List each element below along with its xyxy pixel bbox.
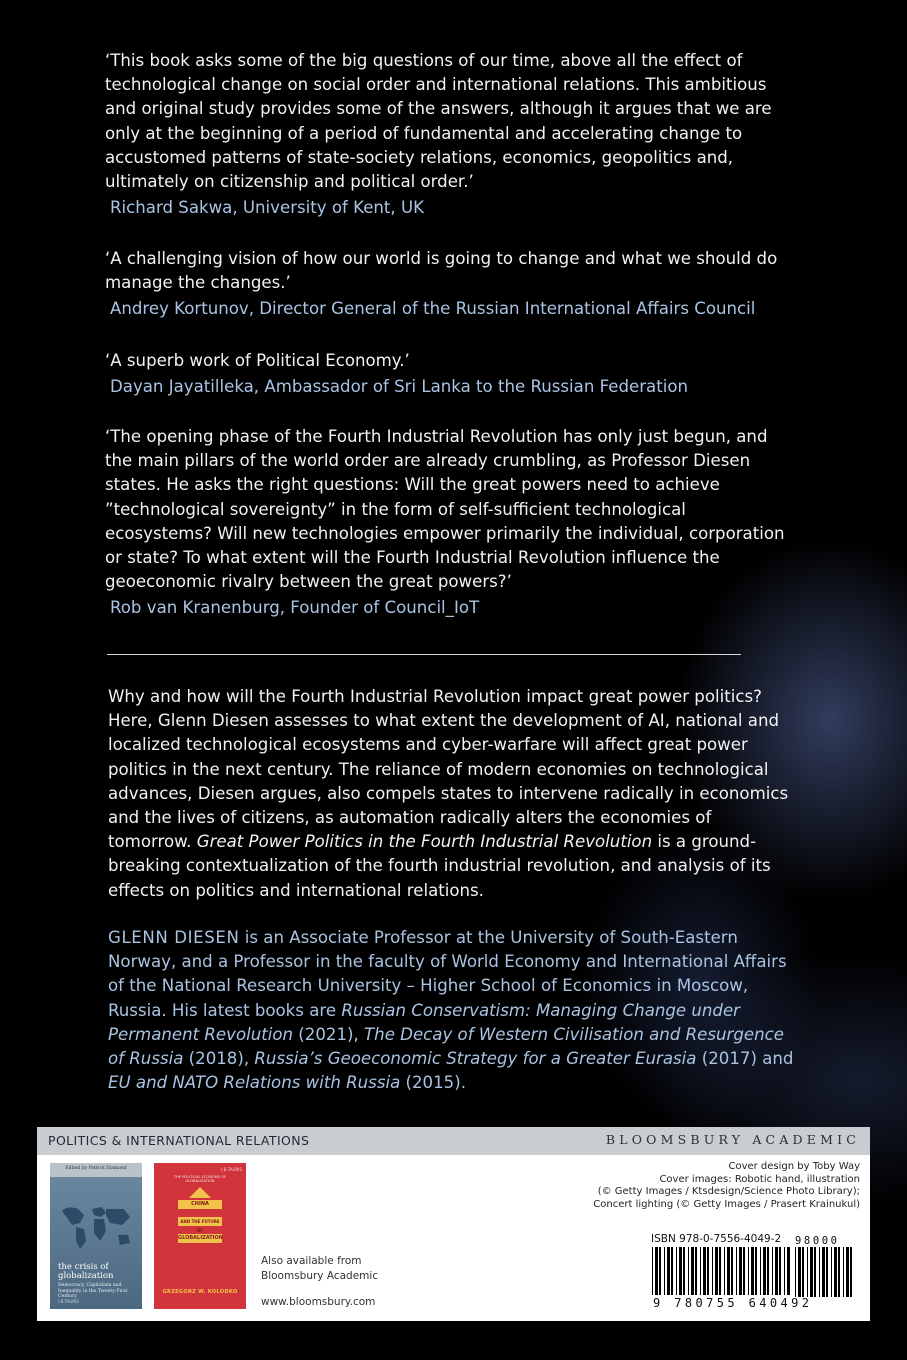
bio-year: (2018), [183,1049,255,1069]
barcode-addon-icon [794,1247,856,1297]
barcode-bar [671,1247,673,1295]
barcode-bar [814,1247,816,1297]
barcode-bar [683,1247,685,1295]
barcode-bar [838,1247,840,1297]
also-available-text: Also available from Bloomsbury Academic [261,1255,379,1282]
barcode-bar [819,1247,820,1297]
barcode-bar [691,1247,694,1295]
barcode-bar [667,1247,670,1295]
barcode-bar [787,1247,790,1295]
barcode-bar [748,1247,749,1295]
description-text: Why and how will the Fourth Industrial Revolution impact great power politics? Here, Glenn Diesen assesses to what extent the development of AI, national and localized technological ecosystems and cyber-warfare will affect great power politics in the next century. The reliance of modern economies on technological advances, Diesen argues, also compels states to intervene radically in economics and the lives of citizens, as automation radically alters the economies of tomorrow. [108,687,789,852]
barcode-bar [767,1247,769,1295]
description-text-end: is a ground-breaking contextualization of the fourth industrial revolution, and analysis of its effects on politics and international relations. [108,832,771,900]
book-description [108,685,798,903]
barcode-bar [703,1247,706,1295]
category-band [37,1127,870,1155]
barcode-bar [659,1247,661,1295]
barcode-bar [731,1247,733,1295]
barcode-bar [719,1247,721,1295]
barcode-digits: 9 780755 640492 [653,1296,813,1310]
cover-title-word: AND THE FUTURE OF [178,1217,222,1226]
credit-line: Cover design by Toby Way [728,1161,860,1172]
credit-line: Cover images: Robotic hand, illustration [659,1173,860,1185]
quote-attribution: Richard Sakwa, University of Kent, UK [110,198,425,218]
bio-book-title: EU and NATO Relations with Russia [108,1073,401,1093]
bio-text: is an Associate Professor at the University of South-Eastern Norway, and a Professor in the faculty of World Economy and International Affairs of the National Research University – Higher School of Economics in Moscow, Russia. His latest books are [108,928,787,1020]
quote-attribution: Dayan Jayatilleka, Ambassador of Sri Lanka to the Russian Federation [110,377,688,397]
barcode-bar [822,1247,825,1297]
barcode-bar [743,1247,745,1295]
quote-block-3 [105,349,795,399]
barcode-bar [784,1247,785,1295]
barcode-bar [802,1247,804,1297]
barcode-bar [850,1247,852,1297]
book-title: Great Power Politics in the Fourth Industrial Revolution [196,832,653,852]
credit-line: Concert lighting (© Getty Images / Prasert Krainukul) [593,1198,860,1210]
bio-book-title: Russian Conservatism: Managing Change under Permanent Revolution [108,1000,740,1044]
quote-text: ‘The opening phase of the Fourth Industrial Revolution has only just begun, and the main pillars of the world order are already crumbling, as Professor Diesen states. He asks the right questions: Will the great powers need to achieve ”technological sovereignty” in the form of self-sufficient technological ecosystems? Will new technologies empower primarily the individual, corporation or state? To what extent will the Fourth Industrial Revolution influence the geoeconomic rivalry between the great powers?’ [105,427,785,592]
barcode-bar [727,1247,730,1295]
bio-year: (2017) and [696,1049,794,1069]
barcode-bar [751,1247,754,1295]
related-book-cover-china-globalization [154,1163,246,1309]
barcode-bar [846,1247,849,1297]
barcode-bar [688,1247,689,1295]
cover-title-word: GLOBALIZATION [178,1235,223,1241]
pyramid-icon [189,1187,211,1198]
cover-series: I.B.TAURIS [221,1167,242,1172]
barcode-icon [651,1247,791,1297]
author-name: GLENN DIESEN [108,928,240,947]
barcode-bar [679,1247,682,1295]
barcode-bar [798,1247,801,1297]
quote-text: ‘This book asks some of the big questions of our time, above all the effect of technological change on social order and international relations. This ambitious and original study provides some of the answers, although it argues that we are only at the beginning of a period of fundamental and accelerating change to accustomed patterns of state-society relations, economics, geopolitics and, ultimately on citizenship and political order.’ [105,51,772,192]
barcode-bar [755,1247,757,1295]
barcode-bar [826,1247,828,1297]
barcode-bar [700,1247,701,1295]
barcode-bar [772,1247,773,1295]
barcode-bar [724,1247,725,1295]
divider [107,654,741,655]
credit-line: (© Getty Images / Ktsdesign/Science Photo Library); [597,1186,860,1197]
barcode-bar [834,1247,837,1297]
barcode-bar [760,1247,761,1295]
cover-author: GRZEGORZ W. KOLODKO [162,1289,238,1295]
isbn-number: ISBN 978-0-7556-4049-2 [651,1233,782,1245]
publisher-imprint: BLOOMSBURY ACADEMIC [605,1132,860,1147]
cover-editor: Edited by Patrick Diamond [65,1166,127,1171]
bio-year: (2021), [293,1024,365,1044]
cover-title: the crisis of globalization [58,1262,114,1281]
author-bio [108,926,798,1095]
barcode-bar [707,1247,709,1295]
barcode-bar [807,1247,808,1297]
barcode-bar [652,1247,653,1295]
barcode-bar [795,1247,796,1297]
quote-block-2 [105,247,795,321]
world-map-icon [58,1201,134,1253]
barcode-bar [779,1247,781,1295]
footer-panel [37,1155,870,1321]
related-book-cover-crisis-of-globalization [50,1163,142,1309]
cover-title-word: CHINA [178,1200,222,1209]
subject-category: POLITICS & INTERNATIONAL RELATIONS [48,1133,310,1148]
price-code: 98000 [795,1235,840,1247]
cover-subtitle: Democracy, Capitalism and Inequality in the Twenty-First Century [58,1283,128,1299]
bio-year: (2015). [400,1073,466,1093]
bio-book-title: Russia’s Geoeconomic Strategy for a Greater Eurasia [254,1049,697,1069]
publisher-website[interactable]: www.bloomsbury.com [261,1296,376,1308]
quote-text: ‘A challenging vision of how our world is going to change and what we should do manage the changes.’ [105,249,778,293]
barcode-bar [664,1247,665,1295]
barcode-bar [775,1247,778,1295]
bio-book-title: The Decay of Western Civilisation and Resurgence of Russia [108,1024,784,1069]
barcode-bar [810,1247,813,1297]
barcode-bar [655,1247,658,1295]
quote-attribution: Rob van Kranenburg, Founder of Council_IoT [110,598,480,618]
barcode-bar [736,1247,737,1295]
barcode-bar [676,1247,677,1295]
barcode-bar [843,1247,844,1297]
quote-block-4 [105,425,795,620]
barcode-bar [715,1247,718,1295]
barcode-bar [763,1247,766,1295]
barcode-bar [831,1247,832,1297]
cover-topline: THE POLITICAL ECONOMY OF GLOBALIZATION [173,1175,227,1184]
quote-text: ‘A superb work of Political Economy.’ [105,351,410,370]
barcode-bar [712,1247,713,1295]
barcode-bar [695,1247,697,1295]
cover-credits [560,1161,860,1211]
quote-block-1 [105,49,795,220]
quote-attribution: Andrey Kortunov, Director General of the Russian International Affairs Council [110,299,756,319]
barcode-bar [739,1247,742,1295]
cover-publisher: I.B.TAURIS [58,1299,79,1304]
